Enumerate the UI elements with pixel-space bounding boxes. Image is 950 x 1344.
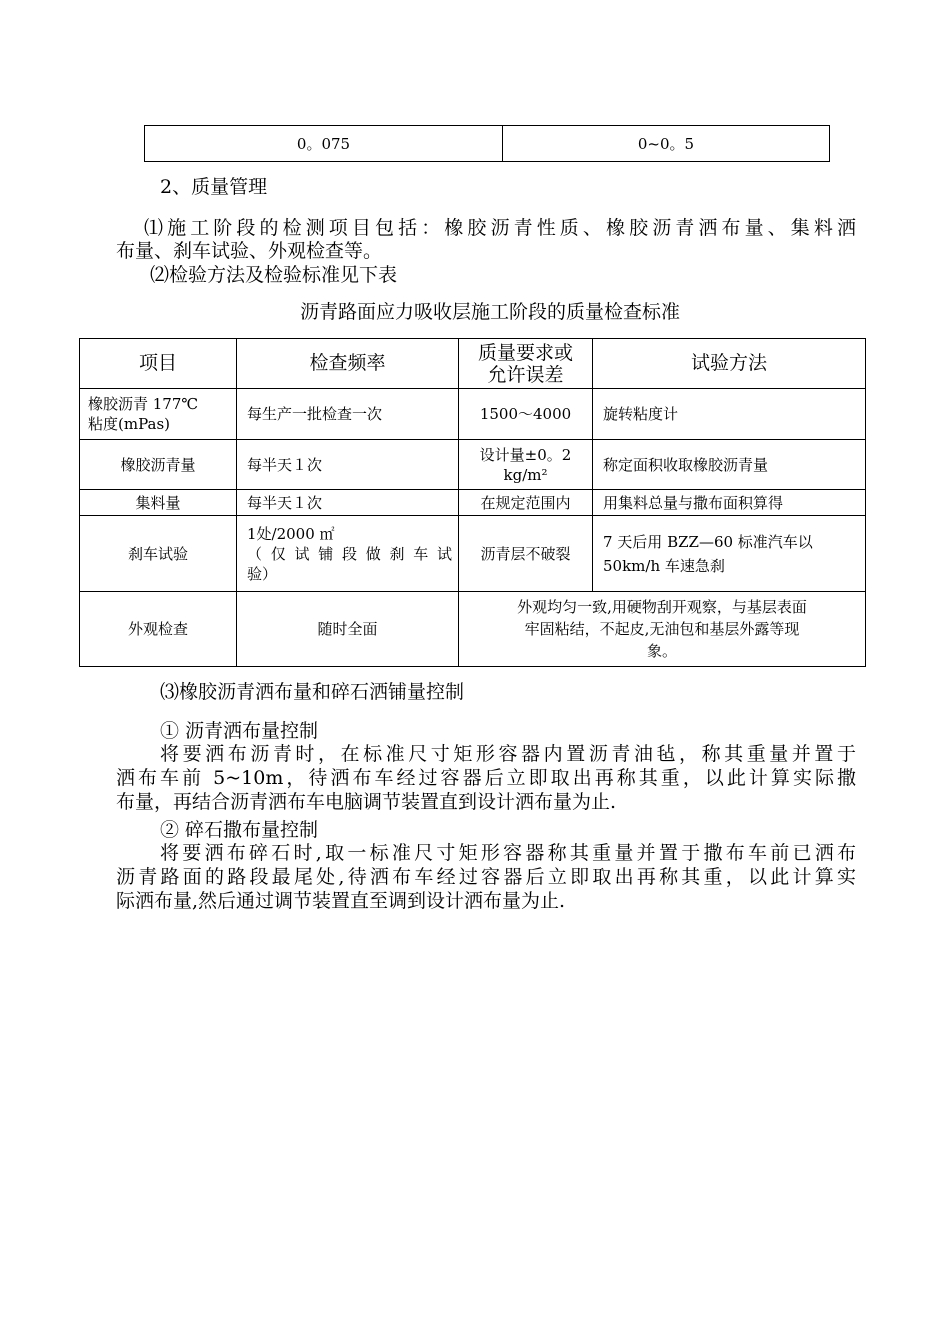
table-row [145, 126, 830, 162]
table-row [80, 516, 866, 592]
row5-merged [459, 592, 866, 667]
top-table [144, 125, 830, 162]
row2-req-line1: 设计量±0。2 [479, 445, 572, 464]
row1-req: 1500～4000 [459, 389, 593, 440]
para1-line1: ⑴施工阶段的检测项目包括：橡胶沥青性质、橡胶沥青洒布量、集料洒 [144, 217, 856, 239]
row4-freq-line1: 1处/2000 ㎡ [247, 524, 335, 543]
sub1-line2: 洒布车前 5~10m，待洒布车经过容器后立即取出再称其重，以此计算实际撒 [116, 767, 856, 789]
sub1-line1: 将要洒布沥青时，在标准尺寸矩形容器内置沥青油毡，称其重量并置于 [160, 743, 856, 765]
row1-item-line1: 橡胶沥青 177℃ [88, 395, 199, 413]
row4-freq [237, 516, 459, 592]
header-method: 试验方法 [593, 339, 866, 389]
row2-req-line2: kg/m² [503, 465, 548, 484]
header-req-line1: 质量要求或 [477, 341, 573, 364]
row3-freq: 每半天１次 [237, 490, 459, 516]
row1-freq: 每生产一批检查一次 [237, 389, 459, 440]
row3-req: 在规定范围内 [459, 490, 593, 516]
para2: ⑵检验方法及检验标准见下表 [150, 264, 398, 286]
row3-method: 用集料总量与撒布面积算得 [593, 490, 866, 516]
row2-freq: 每半天１次 [237, 440, 459, 490]
table-header-row [80, 339, 866, 389]
table-caption: 沥青路面应力吸收层施工阶段的质量检查标准 [299, 301, 680, 323]
row5-merged-line3: 象。 [646, 642, 677, 660]
row1-item-line2: 粘度(mPas) [88, 415, 170, 433]
table-row [80, 440, 866, 490]
row5-merged-line2: 牢固粘结，不起皮,无油包和基层外露等现 [524, 620, 800, 638]
row5-item: 外观检查 [80, 592, 237, 667]
row2-req [459, 440, 593, 490]
row1-item [80, 389, 237, 440]
row1-method: 旋转粘度计 [593, 389, 866, 440]
row3-item: 集料量 [80, 490, 237, 516]
row2-method: 称定面积收取橡胶沥青量 [593, 440, 866, 490]
row4-req: 沥青层不破裂 [459, 516, 593, 592]
row4-method-line2: 50km/h 车速急刹 [603, 556, 725, 575]
header-req [459, 339, 593, 389]
header-item: 项目 [80, 339, 237, 389]
row4-item: 刹车试验 [80, 516, 237, 592]
table-row [80, 389, 866, 440]
top-cell-1: 0。075 [145, 126, 503, 162]
sub1-title: ① 沥青洒布量控制 [160, 720, 319, 742]
sub1-line3: 布量，再结合沥青洒布车电脑调节装置直到设计洒布量为止. [116, 791, 617, 813]
table-row [80, 592, 866, 667]
sub2-line3: 际洒布量,然后通过调节装置直至调到设计洒布量为止. [116, 890, 566, 912]
row5-freq: 随时全面 [237, 592, 459, 667]
qc-table [79, 338, 866, 667]
para3: ⑶橡胶沥青洒布量和碎石洒铺量控制 [160, 681, 465, 703]
row5-merged-line1: 外观均匀一致,用硬物刮开观察，与基层表面 [517, 598, 807, 616]
top-cell-2: 0~0。5 [503, 126, 830, 162]
sub2-line2: 沥青路面的路段最尾处,待洒布车经过容器后立即取出再称其重，以此计算实 [116, 866, 856, 888]
row4-freq-line3: 验） [247, 564, 278, 583]
row4-freq-line2: （仅试铺段做刹车试 [247, 544, 452, 563]
table-row [80, 490, 866, 516]
sub2-line1: 将要洒布碎石时,取一标准尺寸矩形容器称其重量并置于撒布车前已洒布 [160, 842, 856, 864]
row2-item: 橡胶沥青量 [80, 440, 237, 490]
row4-method [593, 516, 866, 592]
sub2-title: ② 碎石撒布量控制 [160, 819, 319, 841]
header-freq: 检查频率 [237, 339, 459, 389]
header-req-line2: 允许误差 [487, 363, 564, 386]
section-title: 2、质量管理 [160, 176, 268, 198]
row4-method-line1: 7 天后用 BZZ—60 标准汽车以 [603, 532, 813, 551]
para1-line2: 布量、刹车试验、外观检查等。 [116, 240, 383, 262]
